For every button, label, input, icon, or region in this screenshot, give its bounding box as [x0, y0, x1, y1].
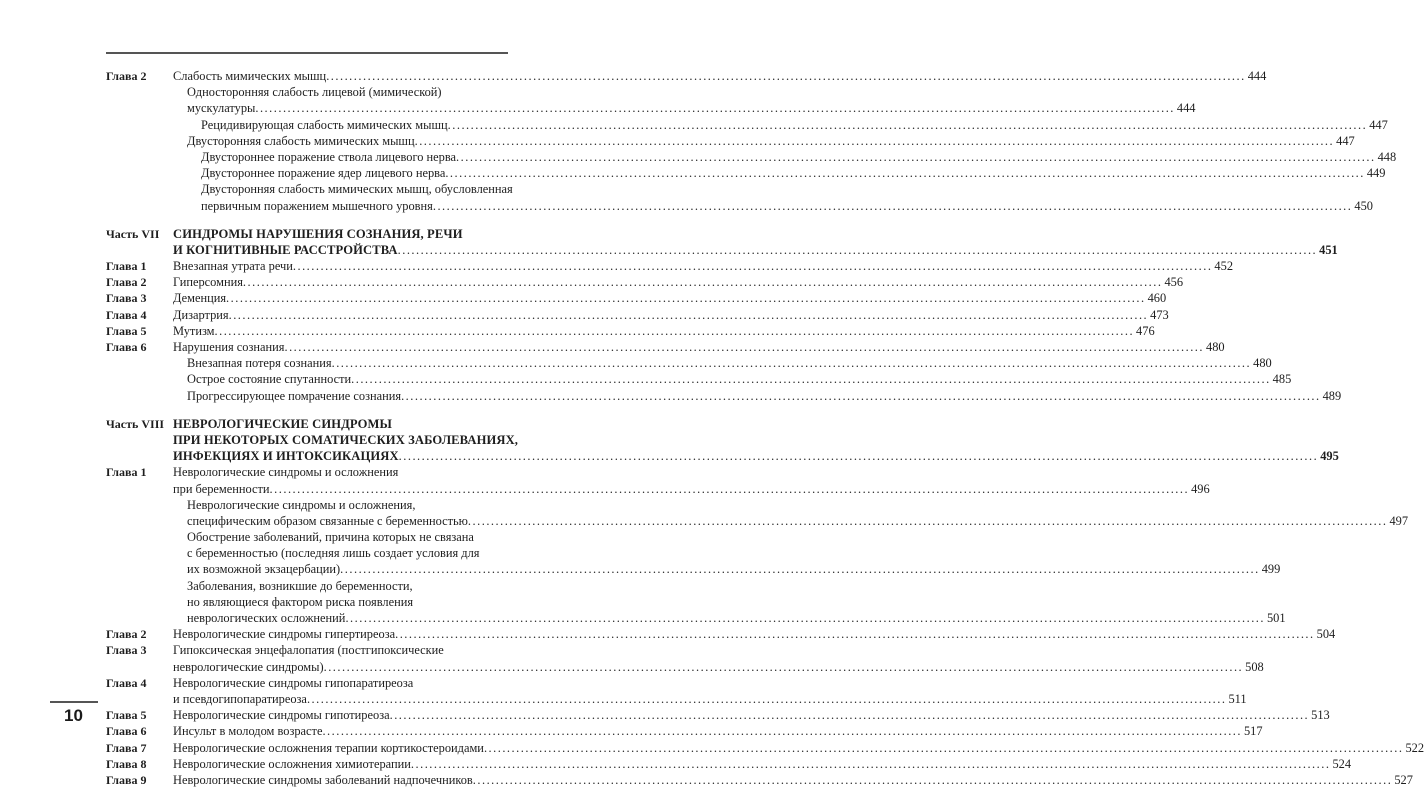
toc-line [106, 772, 1413, 788]
toc-title: но являющиеся фактором риска появления [187, 594, 414, 609]
toc-subentry[interactable] [106, 133, 1355, 149]
toc-line [106, 675, 508, 691]
dot-leader: ........................................................................................................................................................................................................ [269, 481, 1190, 496]
dot-leader: ........................................................................................................................................................................................................ [326, 69, 1246, 83]
toc-title: при беременности [173, 481, 270, 496]
dot-leader: ........................................................................................................................................................................................................ [398, 449, 1319, 464]
toc-line [106, 258, 1234, 274]
toc-title: Односторонняя слабость лицевой (мимической) [187, 85, 442, 100]
toc-title: Неврологические синдромы гипертиреоза [173, 627, 396, 642]
toc-line [106, 642, 508, 658]
toc-title: Неврологические синдромы и осложнения [173, 465, 399, 480]
toc-label: Глава 2 [106, 69, 147, 83]
dot-leader: ........................................................................................................................................................................................................ [401, 388, 1321, 403]
toc-title: Инсульт в молодом возрасте [173, 724, 323, 739]
toc-subentry[interactable] [106, 84, 1196, 116]
toc-line [106, 529, 508, 545]
dot-leader: ........................................................................................................................................................................................................ [322, 724, 1242, 739]
toc-entry[interactable] [106, 675, 1247, 707]
toc-line [106, 181, 513, 197]
toc-entry[interactable] [106, 339, 1225, 355]
toc-title: Неврологические синдромы заболеваний надпочечников [173, 772, 473, 787]
dot-leader: ........................................................................................................................................................................................................ [410, 756, 1331, 771]
toc-page-number: 527 [1394, 772, 1413, 787]
toc-line [106, 432, 519, 448]
dot-leader: ........................................................................................................................................................................................................ [214, 323, 1135, 338]
toc-title: Слабость мимических мышц [173, 69, 327, 83]
toc-page-number: 522 [1405, 740, 1424, 755]
section-gap [106, 404, 508, 416]
dot-leader: ........................................................................................................................................................................................................ [414, 133, 1335, 148]
toc-title: ИНФЕКЦИЯХ И ИНТОКСИКАЦИЯХ [173, 449, 399, 464]
toc-page-number: 444 [1247, 69, 1267, 83]
toc-title: Дизартрия [173, 307, 229, 322]
toc-page-number: 480 [1253, 356, 1272, 371]
toc-line [106, 68, 1267, 84]
toc-line [106, 307, 1169, 323]
toc-line [106, 594, 508, 610]
toc-label: Глава 5 [106, 708, 147, 723]
toc-subentry[interactable] [106, 371, 1292, 387]
toc-label: Глава 4 [106, 675, 147, 690]
toc-title: Неврологические синдромы и осложнения, [187, 497, 416, 512]
toc-page-number: 496 [1191, 481, 1210, 496]
toc-entry[interactable] [106, 226, 1338, 258]
toc-subentry[interactable] [106, 497, 1409, 529]
dot-leader: ........................................................................................................................................................................................................ [345, 611, 1265, 625]
toc-label: Глава 4 [106, 307, 147, 322]
toc-entry[interactable] [106, 290, 1167, 306]
toc-title: Двустороннее поражение ядер лицевого нерва [201, 166, 446, 181]
toc-line [106, 290, 1167, 306]
toc-label: Глава 2 [106, 627, 147, 642]
toc-title: Неврологические осложнения химиотерапии [173, 756, 411, 771]
toc-line [106, 691, 1247, 707]
toc-page-number: 444 [1176, 101, 1196, 116]
toc-title: Нарушения сознания [173, 340, 285, 354]
toc-line [106, 756, 1352, 772]
toc-label: Глава 5 [106, 323, 147, 338]
toc-title: Деменция [173, 291, 227, 306]
toc-page-number: 447 [1336, 133, 1355, 148]
dot-leader: ........................................................................................................................................................................................................ [472, 772, 1393, 787]
toc-line [106, 226, 508, 242]
toc-label: Глава 2 [106, 275, 147, 290]
toc-page-number: 451 [1319, 242, 1338, 257]
toc-title: Двусторонняя слабость мимических мышц [187, 133, 415, 148]
toc-subentry[interactable] [106, 388, 1342, 404]
toc-page-number: 448 [1377, 149, 1397, 164]
toc-title: и псевдогипопаратиреоза [173, 691, 307, 706]
dot-leader: ........................................................................................................................................................................................................ [395, 627, 1315, 642]
toc-page-number: 497 [1389, 513, 1409, 528]
toc-title: Обострение заболеваний, причина которых не связана [187, 530, 474, 545]
toc-label: Глава 3 [106, 291, 147, 306]
dot-leader: ........................................................................................................................................................................................................ [331, 356, 1252, 371]
toc-line [106, 84, 508, 100]
toc-page-number: 452 [1214, 259, 1234, 274]
toc-title: Мутизм [173, 323, 215, 338]
toc-page-number: 460 [1147, 291, 1167, 306]
toc-title: специфическим образом связанные с беременностью [187, 513, 468, 528]
toc-entry[interactable] [106, 642, 1264, 674]
dot-leader: ........................................................................................................................................................................................................ [323, 659, 1244, 674]
toc-line [106, 133, 1355, 149]
dot-leader: ........................................................................................................................................................................................................ [445, 166, 1365, 181]
dot-leader: ........................................................................................................................................................................................................ [432, 198, 1353, 213]
toc-entry[interactable] [106, 707, 1330, 723]
dot-leader: ........................................................................................................................................................................................................ [483, 740, 1404, 755]
toc-line [106, 561, 1281, 577]
toc-title: с беременностью (последняя лишь создает условия для [187, 546, 480, 561]
toc-subentry[interactable] [106, 529, 1281, 578]
toc-title: Заболевания, возникшие до беременности, [187, 578, 413, 593]
toc-line [106, 723, 1263, 739]
toc-page-number: 524 [1332, 756, 1352, 771]
toc-title: ПРИ НЕКОТОРЫХ СОМАТИЧЕСКИХ ЗАБОЛЕВАНИЯХ, [173, 432, 519, 447]
toc-entry[interactable] [106, 756, 1352, 772]
toc-entry[interactable] [106, 772, 1413, 788]
dot-leader: ........................................................................................................................................................................................................ [456, 149, 1376, 164]
toc-title: Внезапная утрата речи [173, 259, 293, 274]
toc-line [106, 198, 1373, 214]
toc-line [106, 242, 1338, 258]
toc-title: Неврологические синдромы гипотиреоза [173, 708, 390, 723]
toc-page-number: 501 [1266, 611, 1286, 625]
toc-label: Глава 1 [106, 465, 147, 480]
toc-title: Двусторонняя слабость мимических мышц, обусловленная [201, 182, 513, 197]
toc-entry[interactable] [106, 740, 1424, 756]
toc-page-number: 508 [1245, 659, 1264, 674]
toc-label: Глава 1 [106, 259, 147, 274]
toc-line [106, 323, 1155, 339]
toc-line [106, 481, 1210, 497]
toc-title: мускулатуры [187, 101, 256, 116]
toc-entry[interactable] [106, 464, 1210, 496]
page-number: 10 [64, 706, 83, 725]
toc-line [106, 274, 1184, 290]
toc-page-number: 513 [1311, 708, 1330, 723]
toc-title: Неврологические синдромы гипопаратиреоза [173, 675, 414, 690]
toc-line [106, 100, 1196, 116]
toc-page-number: 447 [1369, 117, 1388, 132]
dot-leader: ........................................................................................................................................................................................................ [397, 242, 1318, 257]
toc-line [106, 497, 508, 513]
toc-page-number: 456 [1164, 275, 1184, 290]
toc-line [106, 355, 1272, 371]
dot-leader: ........................................................................................................................................................................................................ [467, 513, 1388, 528]
toc-line [106, 339, 1225, 355]
toc-label: Глава 9 [106, 772, 147, 787]
toc-title: Гипоксическая энцефалопатия (постгипоксические [173, 643, 444, 658]
dot-leader: ........................................................................................................................................................................................................ [340, 562, 1260, 577]
toc-title: Двустороннее поражение ствола лицевого нерва [201, 149, 457, 164]
toc-line [106, 578, 508, 594]
toc-line [106, 117, 1388, 133]
toc-title: СИНДРОМЫ НАРУШЕНИЯ СОЗНАНИЯ, РЕЧИ [173, 226, 463, 241]
toc-title: Рецидивирующая слабость мимических мышц [201, 117, 448, 132]
toc-line [106, 448, 1339, 464]
toc-page-number: 480 [1206, 340, 1225, 354]
toc-entry[interactable] [106, 258, 1234, 274]
toc-title: Острое состояние спутанности [187, 372, 352, 387]
toc-line [106, 464, 508, 480]
toc-line [106, 388, 1342, 404]
toc-page-number: 517 [1243, 724, 1263, 739]
dot-leader: ........................................................................................................................................................................................................ [351, 372, 1271, 387]
toc-page-number: 485 [1272, 372, 1292, 387]
toc-page-number: 450 [1354, 198, 1373, 213]
toc-subentry[interactable] [106, 165, 1386, 181]
toc-line [106, 165, 1386, 181]
toc-page-number: 504 [1316, 627, 1336, 642]
toc-line [106, 149, 1397, 165]
toc-page-number: 499 [1261, 562, 1281, 577]
toc-title: их возможной экзацербации) [187, 562, 341, 577]
toc-entry[interactable] [106, 416, 1339, 465]
toc-title: Внезапная потеря сознания [187, 356, 332, 371]
toc-title: неврологические синдромы) [173, 659, 324, 674]
toc-entry[interactable] [106, 323, 1155, 339]
toc-subentry[interactable] [106, 117, 1388, 133]
toc-page-number: 489 [1322, 388, 1342, 403]
toc-title: первичным поражением мышечного уровня [201, 198, 433, 213]
toc-subentry[interactable] [106, 181, 1373, 213]
toc-label: Глава 8 [106, 756, 147, 771]
toc-title: НЕВРОЛОГИЧЕСКИЕ СИНДРОМЫ [173, 416, 393, 431]
toc-page-number: 449 [1366, 166, 1386, 181]
toc-page-number: 473 [1150, 307, 1169, 322]
toc-line [106, 707, 1330, 723]
dot-leader: ........................................................................................................................................................................................................ [228, 307, 1149, 322]
toc-page-number: 511 [1228, 691, 1247, 706]
top-rule [106, 52, 508, 54]
toc-line [106, 371, 1292, 387]
table-of-contents [106, 68, 1424, 788]
dot-leader: ........................................................................................................................................................................................................ [284, 340, 1204, 354]
dot-leader: ........................................................................................................................................................................................................ [292, 259, 1213, 274]
toc-line [106, 513, 1409, 529]
dot-leader: ........................................................................................................................................................................................................ [306, 691, 1227, 706]
dot-leader: ........................................................................................................................................................................................................ [226, 291, 1146, 306]
toc-entry[interactable] [106, 626, 1336, 642]
toc-page-number: 495 [1320, 449, 1339, 464]
section-gap [106, 214, 508, 226]
bottom-rule [50, 701, 98, 703]
toc-label: Глава 6 [106, 340, 147, 354]
toc-line [106, 416, 508, 432]
toc-label: Часть VII [106, 226, 160, 241]
toc-line [106, 740, 1424, 756]
toc-label: Глава 3 [106, 643, 147, 658]
dot-leader: ........................................................................................................................................................................................................ [389, 708, 1310, 723]
toc-title: И КОГНИТИВНЫЕ РАССТРОЙСТВА [173, 242, 398, 257]
toc-entry[interactable] [106, 68, 1267, 84]
toc-entry[interactable] [106, 274, 1184, 290]
dot-leader: ........................................................................................................................................................................................................ [447, 117, 1368, 132]
toc-subentry[interactable] [106, 578, 1286, 627]
toc-label: Часть VIII [106, 416, 165, 431]
toc-subentry[interactable] [106, 149, 1397, 165]
toc-label: Глава 7 [106, 740, 147, 755]
toc-line [106, 610, 1286, 626]
toc-line [106, 626, 1336, 642]
toc-entry[interactable] [106, 723, 1263, 739]
toc-title: неврологических осложнений [187, 611, 346, 625]
dot-leader: ........................................................................................................................................................................................................ [255, 101, 1175, 116]
toc-line [106, 659, 1264, 675]
toc-title: Неврологические осложнения терапии кортикостероидами [173, 740, 484, 755]
dot-leader: ........................................................................................................................................................................................................ [242, 275, 1163, 290]
toc-page-number: 476 [1136, 323, 1155, 338]
toc-title: Гиперсомния [173, 275, 243, 290]
toc-line [106, 545, 508, 561]
toc-subentry[interactable] [106, 355, 1272, 371]
toc-entry[interactable] [106, 307, 1169, 323]
toc-label: Глава 6 [106, 724, 147, 739]
toc-title: Прогрессирующее помрачение сознания [187, 388, 402, 403]
